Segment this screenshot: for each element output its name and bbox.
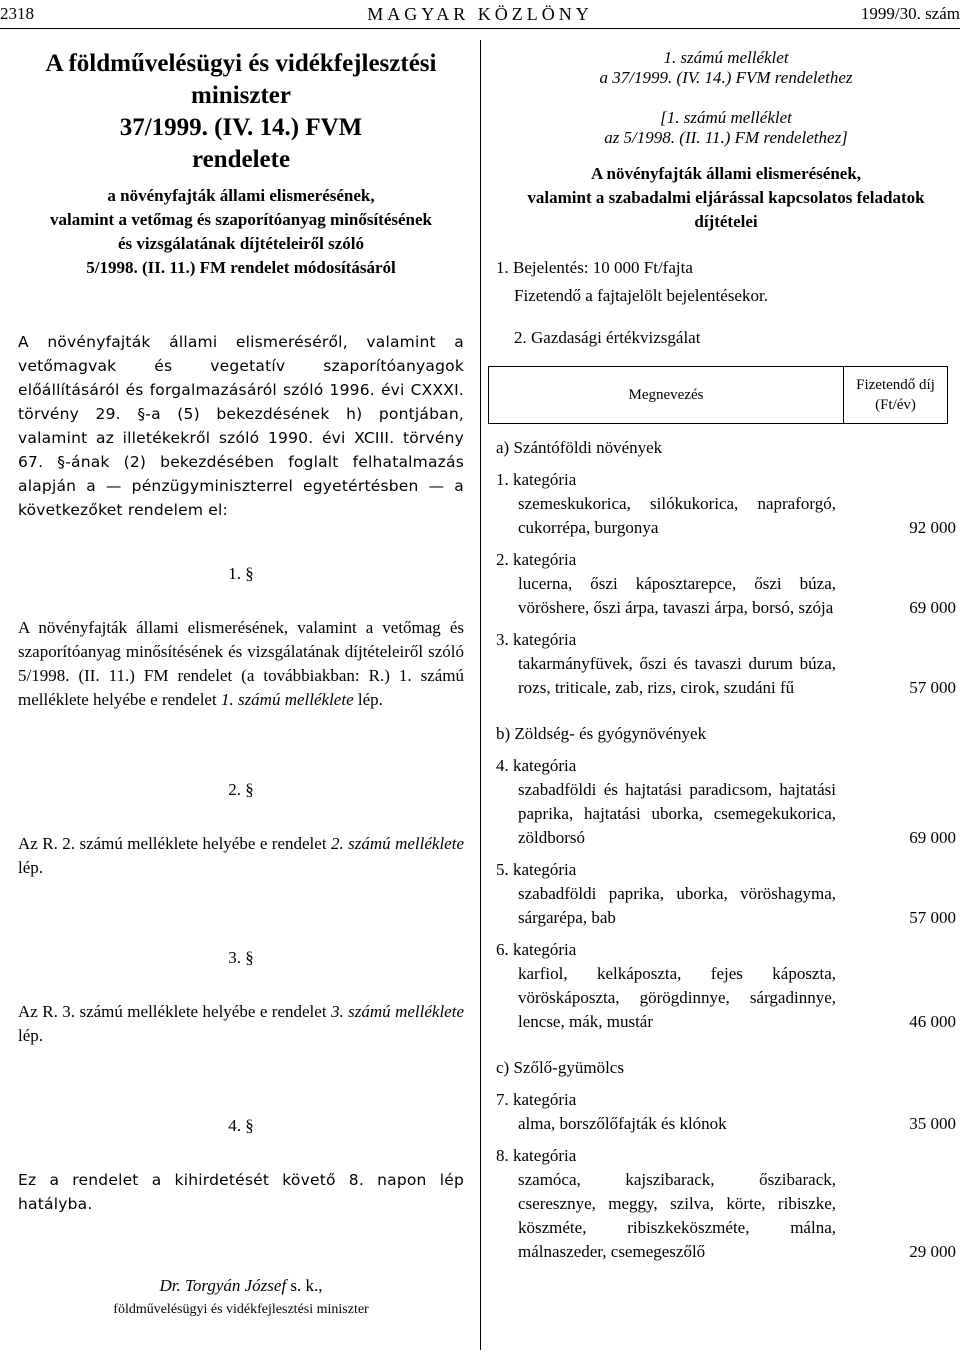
section-1-heading: 1. § [228,564,254,583]
category-label: 3. kategória [496,630,577,649]
category-label: 2. kategória [496,550,577,569]
category-fee: 69 000 [909,598,956,617]
category-fee: 92 000 [909,518,956,537]
column-header-name: Megnevezés [489,367,844,424]
item-2: 2. Gazdasági értékvizsgálat [514,328,701,347]
annex-title-line: A növényfajták állami elismerésének, [590,164,862,183]
category-label: 1. kategória [496,470,577,489]
category-row [496,1144,956,1264]
annex-line: 1. számú melléklet [663,48,789,67]
annex-title-line: valamint a szabadalmi eljárással kapcsolatos feladatok [527,188,925,207]
decree-subtitle [18,184,464,280]
decree-title [18,48,464,176]
group-c-heading: c) Szőlő-gyümölcs [496,1058,624,1077]
left-column [18,48,464,1322]
title-line: rendelete [191,146,291,173]
category-label: 4. kategória [496,756,577,775]
annex-reference: 2. számú melléklete [330,834,464,853]
section-text: Az R. 2. számú melléklete helyébe e rendelet [18,834,327,853]
page-number: 2318 [0,4,34,23]
title-line: 37/1999. (IV. 14.) FVM [119,114,363,141]
item-1-note: Fizetendő a fajtajelölt bejelentésekor. [514,286,768,305]
section-4-heading: 4. § [228,1116,254,1135]
section-2-heading: 2. § [228,780,254,799]
section-end: lép. [18,858,44,877]
subtitle-line: 5/1998. (II. 11.) FM rendelet módosításáról [86,258,396,277]
category-text: lucerna, őszi káposztarepce, őszi búza, vöröshere, őszi árpa, tavaszi árpa, borsó, szója [518,574,836,617]
section-3-heading: 3. § [228,948,254,967]
section-4-text: Ez a rendelet a kihirdetését követő 8. napon lép hatályba. [18,1171,464,1213]
category-text: szemeskukorica, silókukorica, napraforgó, cukorrépa, burgonya [518,494,836,537]
annex-line: az 5/1998. (II. 11.) FM rendelethez] [604,128,848,147]
category-row [496,754,956,850]
group-b-heading: b) Zöldség- és gyógynövények [496,724,707,743]
issue-number: 1999/30. szám [860,4,960,23]
category-row [496,858,956,930]
category-row [496,628,956,700]
header-rule [0,28,960,29]
subtitle-line: a növényfajták állami elismerésének, [107,186,375,205]
column-header-fee: Fizetendő díj (Ft/év) [844,367,948,424]
fee-table-header [488,366,948,424]
category-fee: 35 000 [909,1114,956,1133]
preamble: A növényfajták állami elismeréséről, valamint a vetőmagvak és vegetatív szaporítóanyagok előállításáról és forgalmazásáról szóló 1996. évi CXXXI. törvény 29. §-a (5) bekezdésének h) pontjában, valamint az illetékekről szóló 1990. évi XCIII. törvény 67. §-ának (2) bekezdésében foglalt felhatalmazás alapján a — pénzügyminiszterrel egyetértésben — a következőket rendelem el: [18,333,464,519]
annex-title-line: díjtételei [694,212,758,231]
group-a-heading: a) Szántóföldi növények [496,438,663,457]
annex-reference: 1. számú melléklete [220,690,354,709]
annex-reference: 3. számú melléklete [330,1002,464,1021]
signature [18,1274,464,1298]
annex-line: a 37/1999. (IV. 14.) FVM rendelethez [599,68,853,87]
category-fee: 46 000 [909,1012,956,1031]
subtitle-line: valamint a vetőmag és szaporítóanyag minősítésének [49,210,432,229]
category-text: szabadföldi paprika, uborka, vöröshagyma, sárgarépa, bab [518,884,836,927]
category-text: szabadföldi és hajtatási paradicsom, hajtatási paprika, hajtatási uborka, csemegekukorica, zöldborsó [518,780,836,847]
annex-line: [1. számú melléklet [660,108,792,127]
item-1: 1. Bejelentés: 10 000 Ft/fajta [496,258,693,277]
category-text: karfiol, kelkáposzta, fejes káposzta, vöröskáposzta, görögdinnye, sárgadinnye, lencse, mák, mustár [518,964,836,1031]
category-fee: 57 000 [909,908,956,927]
title-line: miniszter [191,82,291,109]
column-divider [480,40,481,1350]
category-fee: 69 000 [909,828,956,847]
section-end: lép. [18,1026,44,1045]
section-end: lép. [357,690,383,709]
signature-suffix: s. k., [290,1276,323,1295]
section-1-text [18,616,464,712]
category-label: 7. kategória [496,1090,577,1109]
category-row [496,938,956,1034]
category-row [496,1088,956,1136]
category-label: 8. kategória [496,1146,577,1165]
annex-title [496,162,956,234]
category-label: 5. kategória [496,860,577,879]
journal-title: MAGYAR KÖZLÖNY [367,4,593,24]
section-text: A növényfajták állami elismerésének, valamint a vetőmag és szaporítóanyag minősítésének és vizsgálatának díjtételeiről szóló 5/1998. (II. 11.) FM rendelet (a továbbiakban: R.) 1. számú melléklete helyébe e rendelet [18,618,464,709]
title-line: A földművelésügyi és vidékfejlesztési [45,50,437,77]
signature-role: földművelésügyi és vidékfejlesztési miniszter [113,1302,369,1317]
category-text: takarmányfüvek, őszi és tavaszi durum búza, rozs, triticale, zab, rizs, cirok, szudáni fű [518,654,836,697]
annex-heading [496,48,956,148]
section-2-text [18,832,464,880]
category-text: alma, borszőlőfajták és klónok [518,1114,727,1133]
category-fee: 57 000 [909,678,956,697]
section-3-text [18,1000,464,1048]
section-text: Az R. 3. számú melléklete helyébe e rendelet [18,1002,327,1021]
right-column [496,48,956,1264]
category-fee: 29 000 [909,1242,956,1261]
category-row [496,548,956,620]
category-label: 6. kategória [496,940,577,959]
category-text: szamóca, kajszibarack, őszibarack, cseresznye, meggy, szilva, körte, ribiszke, köszméte, ribiszkeköszméte, málna, málnaszeder, csemegeszőlő [518,1170,836,1261]
signature-name: Dr. Torgyán József [159,1276,287,1295]
subtitle-line: és vizsgálatának díjtételeiről szóló [118,234,364,253]
category-row [496,468,956,540]
